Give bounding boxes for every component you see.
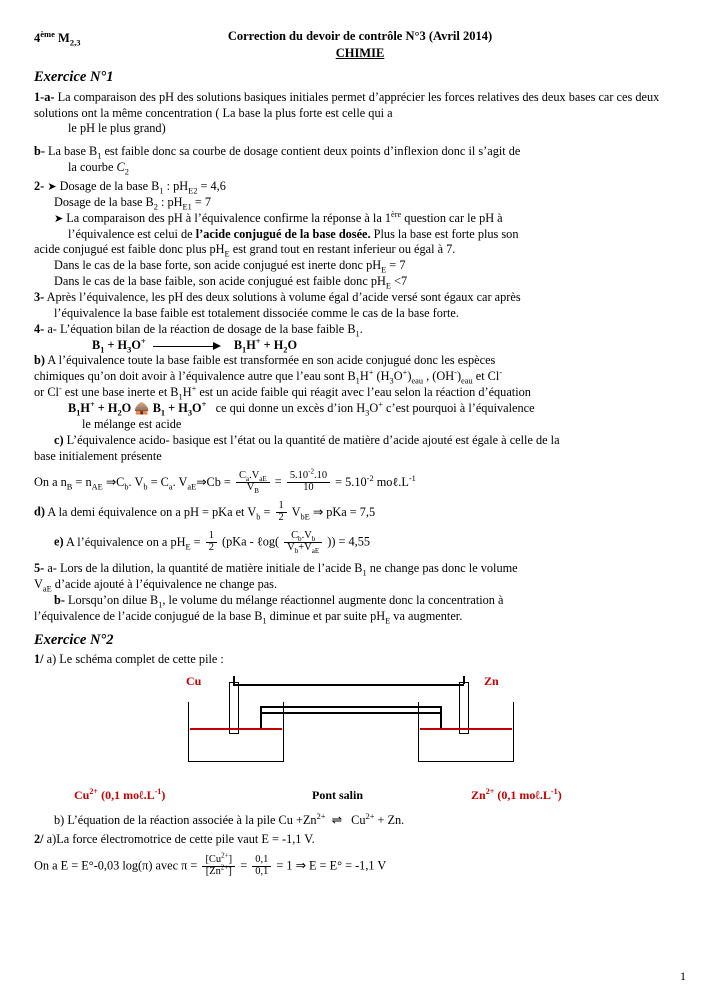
qe-frac-den: 2: [208, 542, 214, 554]
class-level-sup: ème: [40, 28, 55, 39]
qb2-eq-lhs: $B_1H^+ + H_2O$: [68, 399, 132, 418]
qb2-paragraph: [34, 353, 686, 369]
ex2-q1-text: a) Le schéma complet de cette pile :: [46, 652, 224, 667]
qe-fraction: [206, 531, 217, 554]
label-zn-electrode: Zn: [484, 674, 499, 689]
q4-label: 4-: [34, 321, 45, 336]
page-number: 1: [680, 968, 686, 983]
ex2-fraction-1: [202, 851, 235, 878]
ex2-frac1-den: $[Zn^{2+}]$: [205, 863, 232, 877]
salt-bridge-right-leg: [440, 706, 442, 728]
qc-calculation: [34, 467, 686, 496]
arrow-bullet-icon-2: ➤: [54, 212, 64, 225]
q5-paragraph: [34, 561, 686, 577]
ex2-q2-label: 2/: [34, 832, 44, 847]
qc-fraction-2: [287, 467, 330, 494]
ex2-q1-paragraph: [34, 652, 686, 668]
ex2-q2-text: a)La force électromotrice de cette pile vaut E = -1,1 V.: [46, 832, 315, 847]
q1a-label: 1-a-: [34, 89, 55, 104]
title-line-2: CHIMIE: [335, 46, 385, 61]
qd-text-pre: A la demi équivalence on a pH = pKa et $V_b$ =: [47, 504, 271, 522]
class-level: 4: [34, 31, 41, 45]
q1a-paragraph: [34, 90, 686, 122]
qc-calc-pre: On a $n_B = n_{AE}$ $\Rightarrow C_b$. $V_b = C_a$. $V_{aE}\Rightarrow Cb$ =: [34, 474, 231, 492]
q5b-text: Lorsqu’on dilue $B_1$, le volume du mélange réactionnel augmente donc la concentration à: [68, 593, 504, 610]
ex2-frac1-num: $[Cu^{2+}]$: [202, 855, 235, 867]
qe-text-post: )) = 4,55: [327, 534, 371, 549]
q5-text: a- Lors de la dilution, la quantité de matière initiale de l’acide $B_1$ ne change pas donc le volume: [47, 561, 518, 578]
ex2-q2-calculation: [34, 851, 686, 878]
qb2-line2: chimiques qu’on doit avoir à l’équivalence autre que l’eau sont $B_1H^+$ $(H_3O^+)_{eau}$ , $(OH^-)_{eau}$ et Cl-: [34, 368, 503, 386]
caption-cu-solution: $Cu^{2+}$ (0,1 $mo\ell.L^{-1}$): [74, 787, 166, 803]
reaction-arrow-icon: [153, 342, 227, 350]
title-line-1: Correction du devoir de contrôle N°3 (Avril 2014): [227, 29, 493, 43]
q1a-text-cont: le pH le plus grand): [68, 121, 166, 136]
qb2-line1: A l’équivalence toute la base faible est transformée en son acide conjugué donc les espèces: [47, 353, 496, 368]
ex2-q2-paragraph: [34, 832, 686, 848]
qb-paragraph: [34, 144, 686, 160]
equilibrium-arrow-icon: 🛖: [134, 401, 150, 416]
qb2-label: b): [34, 353, 45, 368]
qe-frac-num: 1: [206, 531, 217, 543]
q2-line2: Dosage de la base $B_2$ : $pH_{E1} = 7$: [54, 194, 212, 212]
qd-paragraph: [34, 501, 686, 524]
qc-line1: L’équivalence acido- basique est l’état ou la quantité de matière d’acide ajouté est égale à celle de la: [66, 432, 560, 447]
qe-frac2-den: $V_b+V_{aE}$: [287, 542, 320, 556]
solution-level-right: [420, 728, 512, 730]
q2-label: 2-: [34, 179, 45, 193]
qc-frac1-num: $C_a.V_{aE}$: [236, 471, 270, 483]
caption-zn-solution: $Zn^{2+}$ (0,1 $mo\ell.L^{-1}$): [471, 787, 562, 803]
electrode-copper: [229, 682, 239, 734]
q3-label: 3-: [34, 290, 45, 305]
q3-paragraph: [34, 290, 686, 306]
exercise-2-heading: Exercice N°2: [34, 631, 114, 648]
qb2-eq-note: ce qui donne un excès d’ion $H_3O^+$ c’est pourquoi à l’équivalence: [209, 399, 535, 418]
q2-paragraph: [34, 179, 686, 195]
qb-label: b-: [34, 144, 45, 159]
qc-frac1-den: $V_B$: [246, 482, 259, 496]
qc-equals-1: =: [274, 474, 282, 489]
q1a-text: La comparaison des pH des solutions basiques initiales permet d’apprécier les forces relatives des deux bases car ces deux solutions ont la même concentration ( La base la plus forte est celle qui a: [34, 89, 660, 120]
qd-text-post: $V_{bE}$ ⇒ pKa = 7,5: [291, 504, 376, 522]
qc-frac2-num: $5.10^{-2}.10$: [287, 471, 330, 483]
exercise-1-heading: Exercice N°1: [34, 69, 114, 85]
qc-fraction-1: [236, 471, 270, 494]
qb2-equation: [68, 401, 686, 417]
q5-text-cont: $V_{aE}$ d’acide ajouté à l’équivalence ne change pas.: [34, 577, 278, 594]
qb2-line3: or Cl- est une base inerte et $B_1H^+$ est un acide faible qui réagit avec l’eau selon la réaction d’équation: [34, 384, 531, 402]
q2-line5: acide conjugué est faible donc plus $pH_E$ est grand tout en restant inferieur ou égal à 7.: [34, 242, 456, 259]
q2-line3: ➤ La comparaison des pH à l’équivalence confirme la réponse à la 1ère question car le pH à: [54, 209, 503, 225]
ex2-q1b-text: b) L’équation de la réaction associée à la pile $Cu +Zn^{2+}$ ⇌ $Cu^{2+} + Zn$.: [54, 812, 405, 828]
solution-level-left: [190, 728, 282, 730]
q5b-label: b-: [54, 593, 65, 607]
qe-label: e): [54, 534, 64, 549]
q4-equation: [92, 338, 686, 354]
qd-fraction: [276, 501, 287, 524]
qc-paragraph: [54, 433, 686, 449]
q2-line6: Dans le cas de la base forte, son acide conjugué est inerte donc $pH_E = 7$: [54, 258, 406, 275]
q2-line1: Dosage de la base $B_1$ : $pH_{E2} = 4,6$: [59, 179, 226, 196]
class-tail: M: [54, 31, 70, 45]
q2-line7: Dans le cas de la base faible, son acide conjugué est faible donc $pH_E <7$: [54, 274, 408, 291]
qe-text-mid: (pKa - ℓog(: [221, 534, 280, 549]
qd-frac-den: 2: [278, 512, 284, 524]
page-header: [34, 28, 686, 62]
qe-paragraph: [54, 531, 686, 554]
ex2-q1-label: 1/: [34, 652, 44, 667]
q2-line4: [68, 227, 686, 243]
q3-text-cont: l’équivalence la base faible est totalement dissociée comme le cas de la base forte.: [54, 305, 459, 320]
qc-line2: base initialement présente: [34, 448, 162, 463]
salt-bridge-bottom: [260, 712, 440, 714]
ex2-result: = 1 ⇒ E = E° = -1,1 V: [276, 858, 387, 873]
q4-paragraph: [34, 322, 686, 338]
salt-bridge-left-leg: [260, 706, 262, 728]
wire-right-vertical: [463, 676, 465, 684]
wire-left-vertical: [233, 676, 235, 684]
qc-result: = $5.10^{-2}$ $mo\ell.L^{-1}$: [335, 473, 416, 489]
figure-captions: [34, 788, 686, 806]
label-cu-electrode: Cu: [186, 674, 202, 689]
qd-label: d): [34, 504, 45, 519]
q2-line4-pre: l’équivalence est celui de: [68, 226, 196, 241]
qc-label: c): [54, 432, 64, 447]
salt-bridge-top: [260, 706, 440, 708]
ex2-calc-pre: On a E = E°-0,03 log(π) avec: [34, 858, 182, 873]
q5-label: 5-: [34, 561, 45, 576]
galvanic-cell-figure: [160, 676, 560, 788]
q2-line4-post: Plus la base est forte plus son: [370, 226, 519, 241]
electrode-zinc: [459, 682, 469, 734]
ex2-pi: π =: [181, 858, 198, 873]
q5b-text-cont: l’équivalence de l’acide conjugué de la base $B_1$ diminue et par suite $pH_E$ va augmenter.: [34, 608, 463, 626]
qe-frac2-num: $C_b.V_b$: [284, 531, 322, 543]
q4-eq-left: $B_1 + H_3O^+$: [92, 336, 146, 355]
qe-text-pre: A l’équivalence on a $pH_E$ =: [65, 534, 201, 552]
document-title: [34, 28, 686, 61]
q5b-paragraph: [54, 593, 686, 609]
class-sub: 2,3: [69, 37, 81, 48]
ex2-equals-1: =: [240, 858, 248, 873]
ex2-frac2-num: 0,1: [252, 855, 271, 867]
arrow-bullet-icon: ➤: [47, 181, 57, 193]
qb2-eq-note-cont: le mélange est acide: [82, 416, 182, 431]
caption-salt-bridge: Pont salin: [312, 788, 364, 803]
qb-text: La base $B_1$ est faible donc sa courbe de dosage contient deux points d’inflexion donc il s’agit de: [48, 144, 521, 161]
q4-eq-right: $B_1H^+ + H_2O$: [233, 336, 298, 355]
q3-text: Après l’équivalence, les pH des deux solutions à volume égal d’acide versé sont égaux car après: [46, 290, 521, 305]
ex2-fraction-2: [252, 855, 271, 878]
q2-line4-bold: l’acide conjugué de la base dosée.: [195, 226, 371, 241]
wire-top: [233, 684, 464, 686]
qb-text-cont: la courbe $C_2$: [68, 160, 129, 177]
q4-text: a- L’équation bilan de la réaction de dosage de la base faible $B_1$.: [47, 321, 363, 339]
qc-frac2-den: 10: [303, 482, 314, 494]
ex2-frac2-den: 0,1: [255, 865, 269, 877]
qe-fraction-2: [284, 531, 322, 554]
qd-frac-num: 1: [276, 501, 287, 513]
qb2-eq-rhs: $B_1 + H_3O^+$: [152, 399, 207, 418]
